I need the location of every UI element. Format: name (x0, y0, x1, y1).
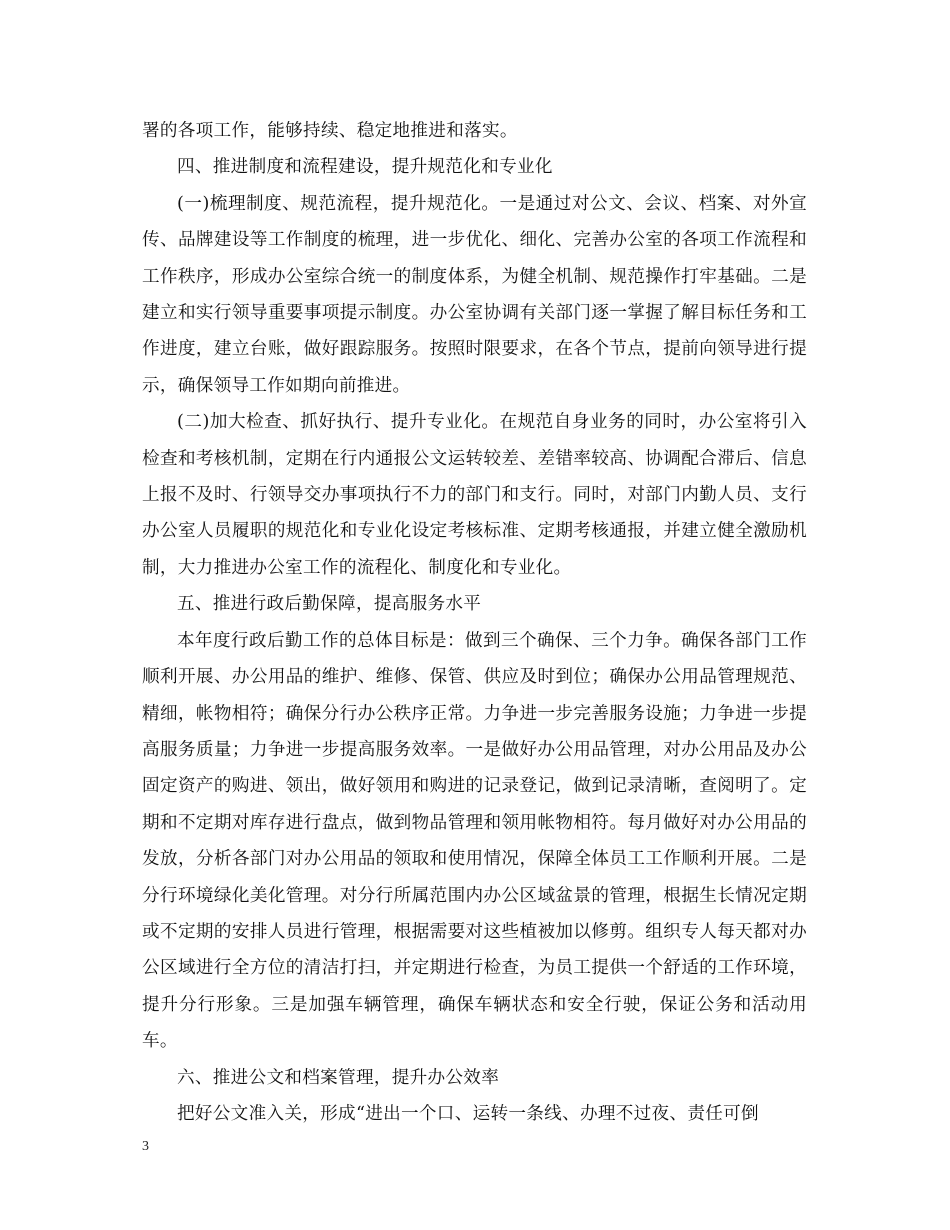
section-heading-5: 五、推进行政后勤保障，提高服务水平 (177, 594, 482, 615)
paragraph-logistics: 本年度行政后勤工作的总体目标是：做到三个确保、三个力争。确保各部门工作顺利开展、办公用品的维护、维修、保管、供应及时到位；确保办公用品管理规范、精细，帐物相符；确保分行办公秩序正常。力争进一步完善服务设施；力争进一步提高服务质量；力争进一步提高服务效率。一是做好办公用品管理，对办公用品及办公固定资产的购进、领出，做好领用和购进的记录登记，做到记录清晰，查阅明了。定期和不定期对库存进行盘点，做到物品管理和领用帐物相符。每月做好对办公用品的发放，分析各部门对办公用品的领取和使用情况，保障全体员工工作顺利开展。二是分行环境绿化美化管理。对分行所属范围内办公区域盆景的管理，根据生长情况定期或不定期的安排人员进行管理，根据需要对这些植被加以修剪。组织专人每天都对办公区域进行全方位的清洁打扫，并定期进行检查，为员工提供一个舒适的工作环境，提升分行形象。三是加强车辆管理，确保车辆状态和安全行驶，保证公务和活动用车。 (142, 630, 807, 1052)
document-body (142, 113, 807, 1132)
paragraph-continuation: 署的各项工作，能够持续、稳定地推进和落实。 (142, 121, 518, 141)
paragraph-document-management: 把好公文准入关，形成“进出一个口、运转一条线、办理不过夜、责任可倒 (177, 1103, 759, 1124)
paragraph-professionalization: (二)加大检查、抓好执行、提升专业化。在规范自身业务的同时，办公室将引入检查和考核机制，定期在行内通报公文运转较差、差错率较高、协调配合滞后、信息上报不及时、行领导交办事项执行不力的部门和支行。同时，对部门内勤人员、支行办公室人员履职的规范化和专业化设定考核标准、定期考核通报，并建立健全激励机制，大力推进办公室工作的流程化、制度化和专业化。 (142, 412, 807, 578)
section-heading-4: 四、推进制度和流程建设，提升规范化和专业化 (177, 157, 553, 178)
paragraph-standardization: (一)梳理制度、规范流程，提升规范化。一是通过对公文、会议、档案、对外宣传、品牌建设等工作制度的梳理，进一步优化、细化、完善办公室的各项工作流程和工作秩序，形成办公室综合统一的制度体系，为健全机制、规范操作打牢基础。二是建立和实行领导重要事项提示制度。办公室协调有关部门逐一掌握了解目标任务和工作进度，建立台账，做好跟踪服务。按照时限要求，在各个节点，提前向领导进行提示，确保领导工作如期向前推进。 (142, 193, 807, 396)
page-number: 3 (142, 1139, 149, 1154)
section-heading-6: 六、推进公文和档案管理，提升办公效率 (177, 1067, 500, 1088)
